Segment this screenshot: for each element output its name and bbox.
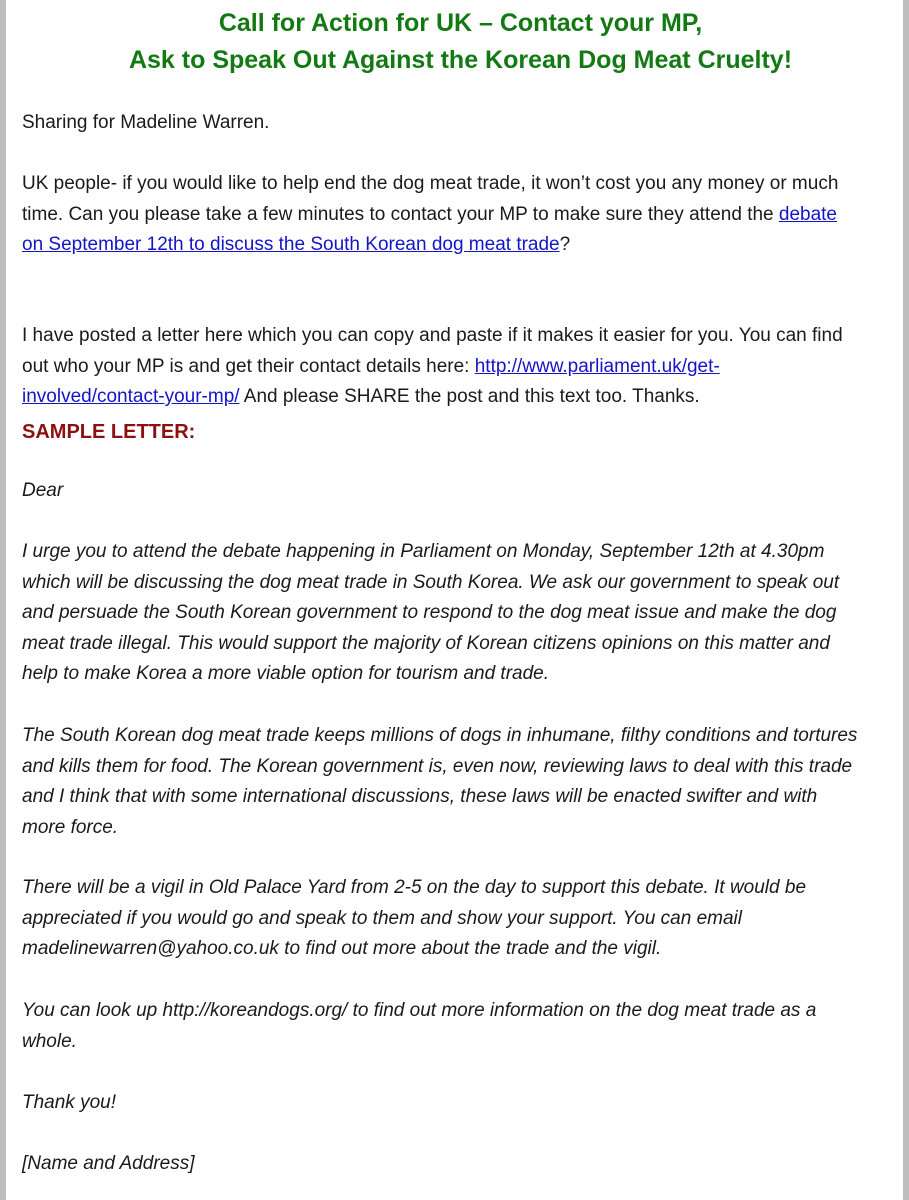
- sharing-line: Sharing for Madeline Warren.: [22, 112, 270, 133]
- letter-p3-line: appreciated if you would go and speak to them and show your support. You can email: [22, 907, 742, 929]
- letter-paragraph-2: [22, 721, 892, 843]
- parliament-link-part-2[interactable]: involved/contact-your-mp/: [22, 386, 240, 408]
- letter-p2-line: and I think that with some international discussions, these laws will be enacted swifter and with: [22, 786, 818, 808]
- title-line-2: Ask to Speak Out Against the Korean Dog Meat Cruelty!: [128, 46, 793, 74]
- intro-paragraph-1-end: ?: [559, 234, 571, 256]
- letter-p2-line: The South Korean dog meat trade keeps millions of dogs in inhumane, filthy conditions and tortures: [22, 725, 858, 746]
- letter-p1-line: meat trade illegal. This would support the majority of Korean citizens opinions on this matter and: [22, 632, 830, 654]
- intro-paragraph-1-line-1: UK people- if you would like to help end the dog meat trade, it won’t cost you any money or much: [22, 173, 839, 194]
- intro-paragraph-1: [22, 169, 892, 261]
- debate-link-part-2[interactable]: on September 12th to discuss the South Korean dog meat trade: [22, 234, 560, 256]
- letter-paragraph-3: [22, 873, 892, 965]
- letter-p2-line: and kills them for food. The Korean government is, even now, reviewing laws to deal with this trade: [22, 755, 853, 777]
- parliament-link-part-1[interactable]: http://www.parliament.uk/get-: [474, 355, 720, 377]
- letter-p3-line: madelinewarren@yahoo.co.uk to find out more about the trade and the vigil.: [22, 938, 662, 960]
- letter-paragraph-4: [22, 996, 892, 1057]
- letter-p1-line: and persuade the South Korean government to respond to the dog meat issue and make the dog: [22, 602, 837, 624]
- title-line-1: Call for Action for UK – Contact your MP,: [218, 9, 703, 37]
- intro-paragraph-2-end: And please SHARE the post and this text too. Thanks.: [239, 386, 700, 408]
- letter-p1-line: which will be discussing the dog meat trade in South Korea. We ask our government to speak out: [22, 571, 840, 593]
- debate-link-part-1[interactable]: debate: [778, 203, 838, 225]
- letter-p2-line: more force.: [22, 816, 119, 838]
- letter-p4-line: whole.: [22, 1030, 77, 1052]
- letter-p1-line: I urge you to attend the debate happening in Parliament on Monday, September 12th at 4.30pm: [22, 541, 825, 562]
- letter-salutation: Dear: [22, 480, 64, 501]
- intro-paragraph-2-line-2: out who your MP is and get their contact details here:: [22, 355, 475, 377]
- sample-letter-heading: SAMPLE LETTER:: [22, 421, 196, 443]
- letter-signature-placeholder: [Name and Address]: [22, 1153, 195, 1174]
- intro-paragraph-2: [22, 321, 892, 413]
- letter-p1-line: help to make Korea a more viable option for tourism and trade.: [22, 663, 550, 685]
- letter-p3-line: There will be a vigil in Old Palace Yard from 2-5 on the day to support this debate. It would be: [22, 877, 807, 898]
- letter-paragraph-1: [22, 537, 892, 690]
- letter-thanks: Thank you!: [22, 1092, 116, 1113]
- letter-p4-line: You can look up http://koreandogs.org/ to find out more information on the dog meat trade as a: [22, 1000, 817, 1021]
- intro-paragraph-1-line-2: time. Can you please take a few minutes to contact your MP to make sure they attend the: [22, 203, 779, 225]
- intro-paragraph-2-line-1: I have posted a letter here which you can copy and paste if it makes it easier for you. You can find: [22, 325, 843, 346]
